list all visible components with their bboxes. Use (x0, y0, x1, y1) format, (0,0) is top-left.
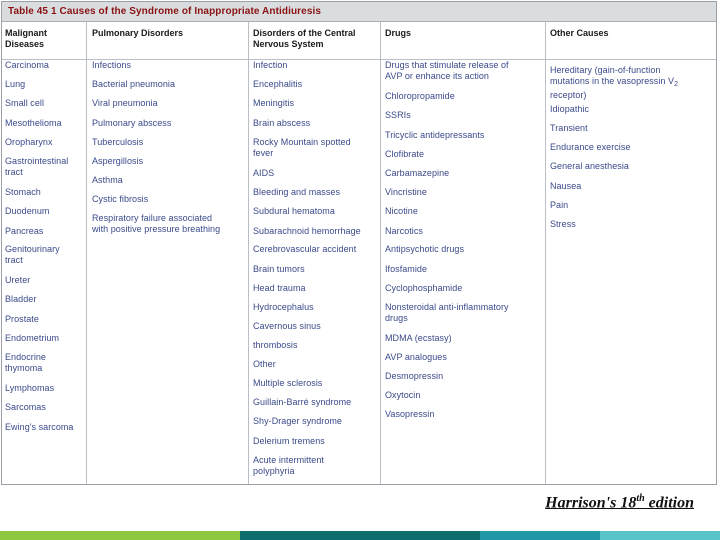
table-cell: Ureter (5, 275, 31, 285)
table-cell: Cerebrovascular accident (253, 244, 357, 254)
table-cell: AIDS (253, 168, 275, 178)
table-cell: Genitourinary tract (5, 244, 60, 265)
header-malignant: Malignant Diseases (5, 28, 47, 49)
table-cell: Pancreas (5, 226, 44, 236)
table-cell: Vincristine (385, 187, 427, 197)
table-cell: Infections (92, 60, 132, 70)
table-cell: Cavernous sinus (253, 321, 321, 331)
column-divider (545, 22, 546, 484)
table-cell: Gastrointestinal tract (5, 156, 69, 177)
bar-segment-green (0, 531, 240, 540)
table-cell: Idiopathic (550, 104, 590, 114)
table-cell: Guillain-Barré syndrome (253, 397, 352, 407)
table-cell: Rocky Mountain spotted fever (253, 137, 351, 158)
table-title: Table 45 1 Causes of the Syndrome of Inappropriate Antidiuresis (2, 2, 716, 22)
table-cell: Vasopressin (385, 409, 435, 419)
table-cell: Antipsychotic drugs (385, 244, 464, 254)
table-cell: Nonsteroidal anti-inflammatory drugs (385, 302, 509, 323)
header-other: Other Causes (550, 28, 609, 38)
table-cell: Sarcomas (5, 402, 46, 412)
table-cell: Lung (5, 79, 26, 89)
table-cell: Small cell (5, 98, 45, 108)
table-cell: Tuberculosis (92, 137, 144, 147)
table-cell: Bleeding and masses (253, 187, 341, 197)
table-cell: Stomach (5, 187, 41, 197)
table-cell: Multiple sclerosis (253, 378, 323, 388)
header-drugs: Drugs (385, 28, 412, 38)
table-cell: Mesothelioma (5, 118, 62, 128)
bar-segment-light-teal (600, 531, 720, 540)
table-cell: thrombosis (253, 340, 298, 350)
table-cell: Bladder (5, 294, 37, 304)
table-cell: Subdural hematoma (253, 206, 335, 216)
table-cell: Pulmonary abscess (92, 118, 172, 128)
table-cell: Nausea (550, 181, 582, 191)
table-cell: Carcinoma (5, 60, 49, 70)
column-divider (248, 22, 249, 484)
cell-other-hereditary: Hereditary (gain-of-function mutations in the vasopressin $V_2$ receptor) (550, 65, 679, 100)
table-cell: Acute intermittent polyphyria (253, 455, 324, 476)
table-cell: SSRIs (385, 110, 411, 120)
table-cell: Infection (253, 60, 288, 70)
column-divider (380, 22, 381, 484)
table-cell: Ewing's sarcoma (5, 422, 74, 432)
table-cell: Asthma (92, 175, 123, 185)
causes-table (1, 1, 717, 485)
table-cell: Encephalitis (253, 79, 303, 89)
bar-segment-teal (480, 531, 600, 540)
header-cns: Disorders of the Central Nervous System (253, 28, 356, 49)
table-cell: Endocrine thymoma (5, 352, 46, 373)
table-cell: Respiratory failure associated with positive pressure breathing (92, 213, 221, 234)
table-cell: Tricyclic antidepressants (385, 130, 485, 140)
table-cell: Nicotine (385, 206, 418, 216)
table-cell: Head trauma (253, 283, 306, 293)
table-cell: Oxytocin (385, 390, 421, 400)
bar-segment-dark-teal (240, 531, 480, 540)
table-cell: Duodenum (5, 206, 50, 216)
table-cell: Subarachnoid hemorrhage (253, 226, 361, 236)
table-cell: Bacterial pneumonia (92, 79, 176, 89)
table-cell: Viral pneumonia (92, 98, 158, 108)
table-cell: Other (253, 359, 276, 369)
table-cell: Brain abscess (253, 118, 311, 128)
table-cell: Brain tumors (253, 264, 305, 274)
table-cell: Chloropropamide (385, 91, 455, 101)
table-cell: Desmopressin (385, 371, 444, 381)
table-cell: General anesthesia (550, 161, 629, 171)
table-cell: Delerium tremens (253, 436, 325, 446)
table-cell: Ifosfamide (385, 264, 428, 274)
table-cell: Clofibrate (385, 149, 425, 159)
table-cell: Stress (550, 219, 576, 229)
table-cell: Meningitis (253, 98, 295, 108)
table-cell: Carbamazepine (385, 168, 450, 178)
table-cell: Endurance exercise (550, 142, 631, 152)
table-cell: Prostate (5, 314, 39, 324)
table-cell: Hydrocephalus (253, 302, 314, 312)
table-cell: Narcotics (385, 226, 423, 236)
table-cell: AVP analogues (385, 352, 447, 362)
table-cell: Cyclophosphamide (385, 283, 463, 293)
table-cell: Shy-Drager syndrome (253, 416, 342, 426)
table-cell: Drugs that stimulate release of AVP or enhance its action (385, 60, 509, 81)
column-divider (86, 22, 87, 484)
table-cell: Transient (550, 123, 588, 133)
table-cell: Cystic fibrosis (92, 194, 149, 204)
header-pulmonary: Pulmonary Disorders (92, 28, 184, 38)
table-cell: Lymphomas (5, 383, 55, 393)
source-caption: Harrison's 18th edition (545, 493, 694, 512)
table-cell: MDMA (ecstasy) (385, 333, 452, 343)
table-cell: Endometrium (5, 333, 60, 343)
table-cell: Pain (550, 200, 569, 210)
table-cell: Aspergillosis (92, 156, 144, 166)
table-cell: Oropharynx (5, 137, 53, 147)
footer-color-bar (0, 531, 720, 540)
